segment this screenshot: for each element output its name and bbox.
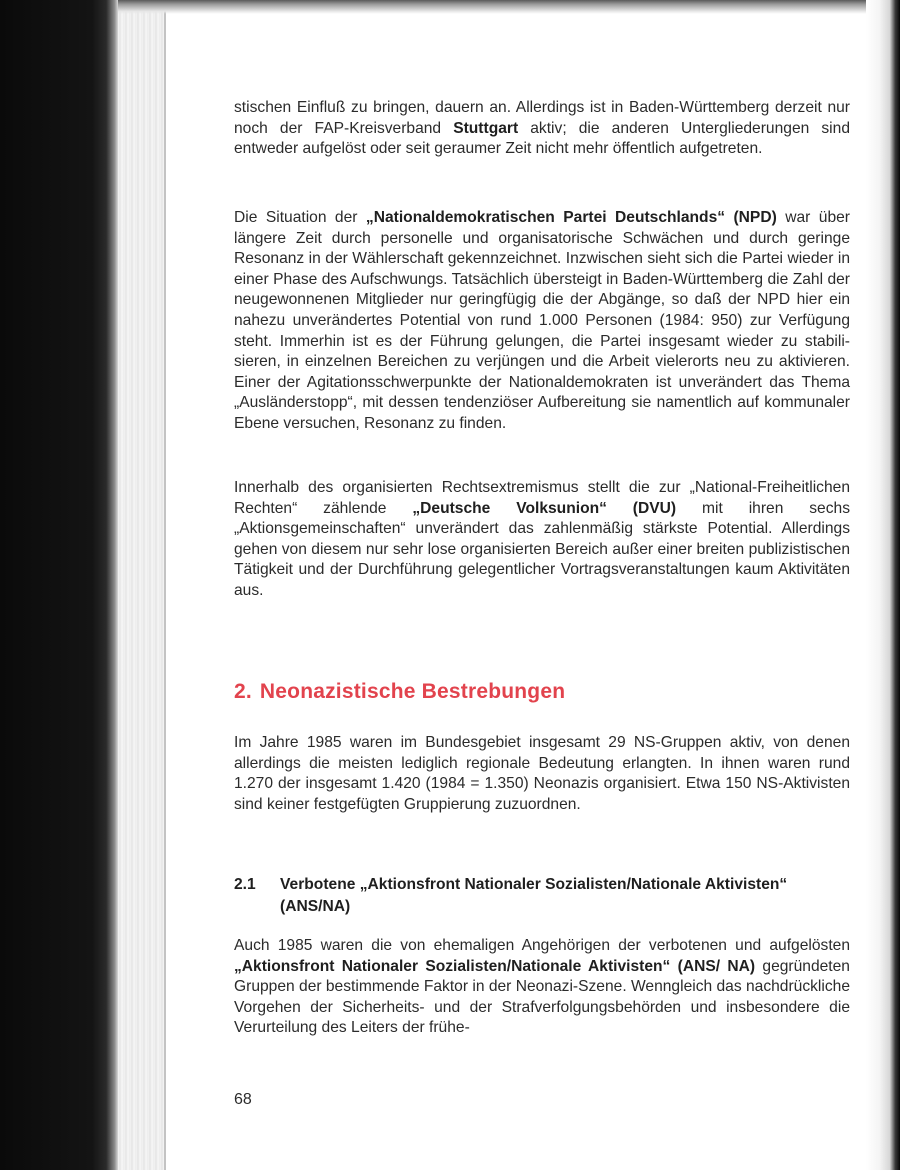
- page-stack-edges: [118, 0, 164, 1170]
- right-edge-shadow: [866, 0, 900, 1170]
- dvu-name-bold: „Deutsche Volksunion“ (DVU): [412, 499, 677, 517]
- npd-name-bold: „Nationaldemokratischen Partei Deutschlands“ (NPD): [365, 209, 777, 226]
- paragraph-dvu-text-c: mit ihren sechs „Aktionsgemeinschaften“ unverändert das zahlenmäßig stärkste Potential. Allerdings gehen von diesem nur sehr lose organisierten Bereich außer einer breiten publizistischen Tätigkeit und der Durchführung gelegentlicher Vortragsveranstaltungen kaum Aktivitäten aus.: [234, 499, 850, 599]
- top-edge-shadow: [118, 0, 866, 14]
- subsection-title: Verbotene „Aktionsfront Nationaler Sozialisten/Nationale Aktivisten“ (ANS/NA): [280, 876, 788, 915]
- section-title: Neonazistische Bestrebungen: [259, 680, 566, 703]
- paragraph-fap-text-a: stischen Einfluß zu bringen, dauern an. Allerdings ist in Baden-Württemberg derzeit nur noch der FAP-Kreisverband: [234, 99, 850, 137]
- section-number: 2.: [234, 680, 252, 703]
- paragraph-dvu-text-a: Innerhalb des organisierten Rechtsextremismus stellt die zur „National-Freiheitlichen Rechten“ zählende: [234, 479, 850, 517]
- paragraph-npd-text-c: war über längere Zeit durch personelle und organisatorische Schwächen und durch geringe Resonanz in der Wählerschaft gekennzeichnet. Inzwischen sieht sich die Partei wieder in einer Phase des Aufschwungs. Tatsächlich übersteigt in Baden-Württemberg die Zahl der neugewonnenen Mitglieder nur geringfügig die der Abgänge, so daß der NPD hier ein nahezu unverändertes Potential von rund 1.000 Personen (1984: 950) zur Verfügung steht. Immerhin ist es der Führung gelungen, die Partei insgesamt wieder zu stabilisieren, in einzelnen Bereichen zu verjüngen und die Arbeit vielerorts neu zu aktivieren. Einer der Agitationsschwerpunkte der Nationaldemokraten ist unverändert das Thema „Ausländerstopp“, mit dessen tendenziöser Aufbereitung sie namentlich auf kommunaler Ebene versuchen, Resonanz zu finden.: [234, 209, 850, 432]
- subsection-heading: [234, 874, 850, 918]
- paragraph-ans-na-text-a: Auch 1985 waren die von ehemaligen Angehörigen der verbotenen und aufgelösten: [234, 937, 850, 954]
- paragraph-dvu: [234, 478, 850, 602]
- paragraph-ans-na-text-c: gegründeten Gruppen der bestimmende Faktor in der Neonazi-Szene. Wenngleich das nachdrückliche Vorgehen der Sicherheits- und der Strafverfolgungsbehörden und insbesondere die Verurteilung des Leiters der frühe-: [234, 957, 850, 1037]
- subsection-number: 2.1: [234, 876, 256, 893]
- paragraph-npd-text-a: Die Situation der: [234, 209, 366, 226]
- ans-na-name-bold: „Aktionsfront Nationaler Sozialisten/Nationale Aktivisten“ (ANS/ NA): [234, 957, 756, 975]
- paragraph-npd: [234, 208, 850, 435]
- section-heading: [234, 680, 850, 704]
- paragraph-ans-na: [234, 936, 850, 1039]
- paragraph-fap-text-c: aktiv; die anderen Untergliederungen sind entweder aufgelöst oder seit geraumer Zeit nicht mehr öffentlich aufgetreten.: [234, 119, 850, 158]
- book-binding-shadow: [0, 0, 118, 1170]
- paragraph-fap: [234, 98, 850, 160]
- paragraph-ns-groups: [234, 733, 850, 815]
- page-number: 68: [234, 1091, 252, 1108]
- stuttgart-bold: Stuttgart: [453, 119, 519, 137]
- paragraph-ns-groups-text: Im Jahre 1985 waren im Bundesgebiet insgesamt 29 NS-Gruppen aktiv, von denen allerdings die meisten lediglich regionale Bedeutung erlangten. In ihnen waren rund 1.270 der insgesamt 1.420 (1984 = 1.350) Neonazis organisiert. Etwa 150 NS-Aktivisten sind keiner festgefügten Gruppierung zuzuordnen.: [234, 734, 850, 813]
